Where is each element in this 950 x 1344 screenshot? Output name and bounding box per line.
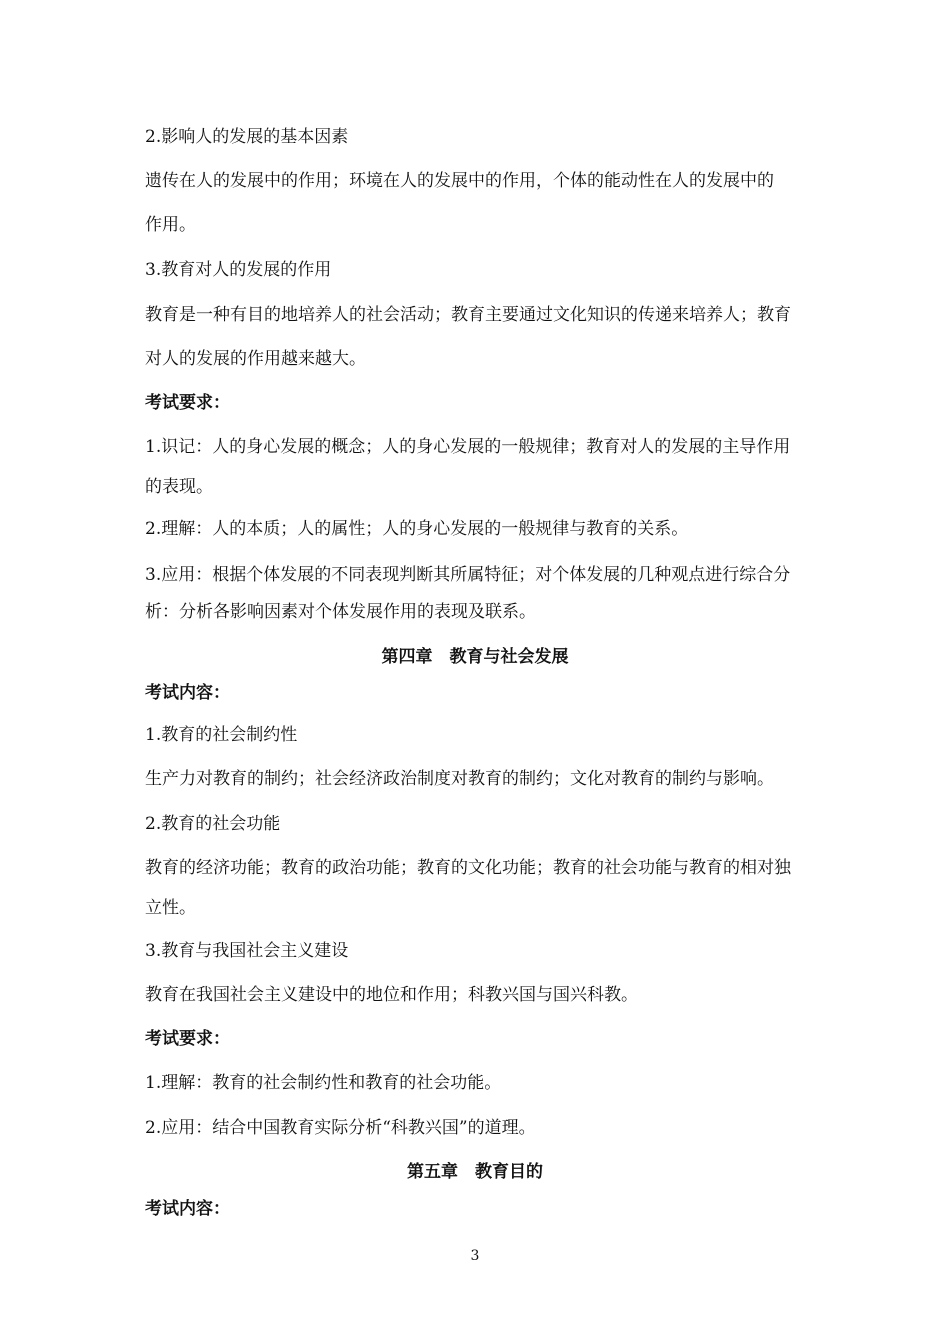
section-label: 考试要求： bbox=[145, 1029, 230, 1049]
text-line: 2.教育的社会功能 bbox=[145, 814, 281, 834]
chapter-heading: 第五章 教育目的 bbox=[407, 1162, 543, 1182]
text-line: 1.教育的社会制约性 bbox=[145, 725, 298, 745]
section-label: 考试内容： bbox=[145, 1199, 230, 1219]
text-line: 作用。 bbox=[145, 215, 196, 235]
text-line: 3.应用：根据个体发展的不同表现判断其所属特征；对个体发展的几种观点进行综合分 bbox=[145, 565, 791, 585]
section-label: 考试内容： bbox=[145, 683, 230, 703]
text-line: 立性。 bbox=[145, 898, 196, 918]
text-line: 1.理解：教育的社会制约性和教育的社会功能。 bbox=[145, 1073, 502, 1093]
text-line: 3.教育与我国社会主义建设 bbox=[145, 941, 349, 961]
text-line: 2.应用：结合中国教育实际分析“科教兴国”的道理。 bbox=[145, 1118, 536, 1138]
text-line: 遗传在人的发展中的作用；环境在人的发展中的作用，个体的能动性在人的发展中的 bbox=[145, 171, 774, 191]
text-line: 教育是一种有目的地培养人的社会活动；教育主要通过文化知识的传递来培养人；教育 bbox=[145, 305, 791, 325]
text-line: 对人的发展的作用越来越大。 bbox=[145, 349, 366, 369]
page-number: 3 bbox=[470, 1248, 480, 1264]
text-line: 的表现。 bbox=[145, 477, 213, 497]
chapter-heading: 第四章 教育与社会发展 bbox=[381, 647, 569, 667]
text-line: 1.识记：人的身心发展的概念；人的身心发展的一般规律；教育对人的发展的主导作用 bbox=[145, 437, 791, 457]
text-line: 析：分析各影响因素对个体发展作用的表现及联系。 bbox=[145, 602, 536, 622]
text-line: 教育在我国社会主义建设中的地位和作用；科教兴国与国兴科教。 bbox=[145, 985, 638, 1005]
text-line: 教育的经济功能；教育的政治功能；教育的文化功能；教育的社会功能与教育的相对独 bbox=[145, 858, 791, 878]
text-line: 生产力对教育的制约；社会经济政治制度对教育的制约；文化对教育的制约与影响。 bbox=[145, 769, 774, 789]
text-line: 3.教育对人的发展的作用 bbox=[145, 260, 332, 280]
text-line: 2.影响人的发展的基本因素 bbox=[145, 127, 349, 147]
section-label: 考试要求： bbox=[145, 393, 230, 413]
text-line: 2.理解：人的本质；人的属性；人的身心发展的一般规律与教育的关系。 bbox=[145, 519, 689, 539]
